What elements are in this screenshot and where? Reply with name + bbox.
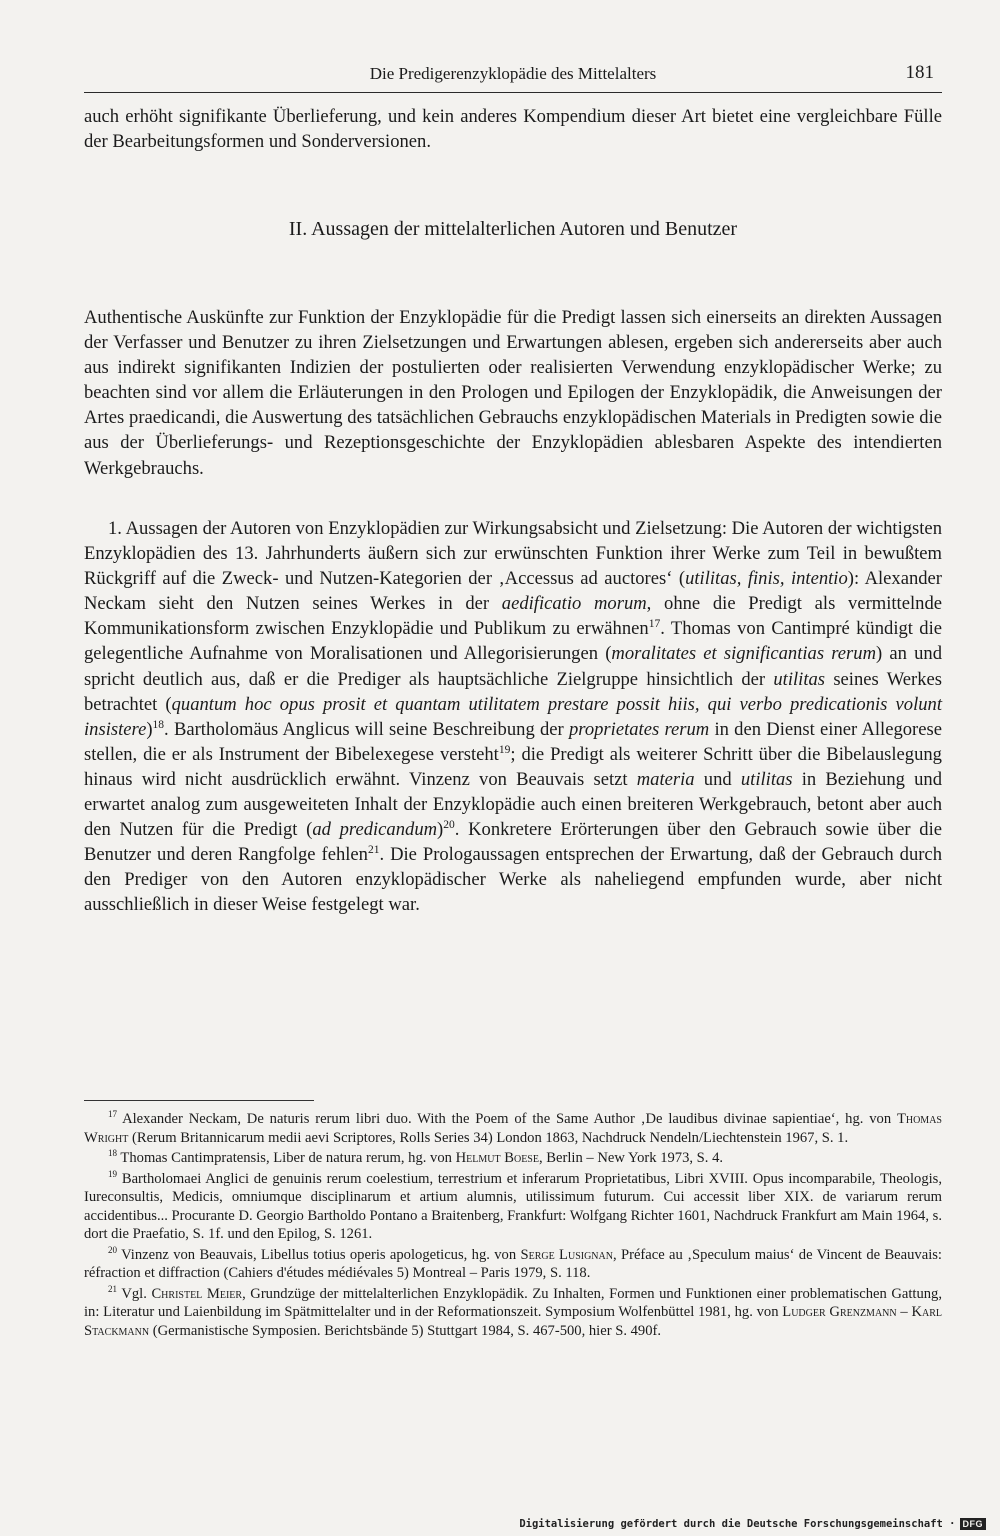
dfg-logo-icon: DFG	[960, 1518, 987, 1530]
section-heading: II. Aussagen der mittelalterlichen Autoren und Benutzer	[288, 218, 738, 240]
footnote-19: $^{19}$ Bartholomaei Anglici de genuinis rerum coelestium, terrestrium et inferarum Proprietatibus, Libri XVIII. Opus incomparabile, Theologis, Iureconsultis, Medicis, omniumque disciplinarum et artium alumnis, utilissimum futurum. Cui accessit liber XIX. de variarum rerum accidentibus... Procurante D. Georgio Bartholdo Pontano a Braitenberg, Frankfurt: Wolfgang Richter 1601, Nachdruck Frankfurt am Main 1964, s. dort die Praefatio, S. 1f. und den Epilog, S. 1261.	[84, 1168, 942, 1242]
page-number: 181	[905, 62, 934, 83]
footnote-ref-18[interactable]: 18	[152, 718, 165, 731]
footnote-divider	[84, 1100, 314, 1101]
footnote-ref-20[interactable]: 20	[443, 818, 455, 831]
footnote-ref-19[interactable]: 19	[498, 743, 511, 756]
paragraph-continued: auch erhöht signifikante Überlieferung, und kein anderes Kompendium dieser Art bietet eine vergleichbare Fülle der Bearbeitungsformen und Sonderversionen.	[84, 106, 942, 153]
running-title: Die Predigerenzyklopädie des Mittelalters	[369, 64, 657, 83]
funding-notice: Digitalisierung gefördert durch die Deutsche Forschungsgemeinschaft ·	[519, 1518, 956, 1530]
footnote-21: $^{21}$ Vgl. Christel Meier, Grundzüge der mittelalterlichen Enzyklopädik. Zu Inhalten, Formen und Funktionen einer problematischen Gattung, in: Literatur und Laienbildung im Spätmittelalter und in der Reformationszeit. Symposium Wolfenbüttel 1981, hg. von Ludger Grenzmann – Karl Stackmann (Germanistische Symposien. Berichtsbände 5) Stuttgart 1984, S. 467-500, hier S. 490f.	[84, 1283, 943, 1339]
footnote-ref-21[interactable]: 21	[367, 844, 380, 857]
footnote-20: $^{20}$ Vinzenz von Beauvais, Libellus totius operis apologeticus, hg. von Serge Lusignan, Préface au ‚Speculum maius‘ de Vincent de Beauvais: réfraction et diffraction (Cahiers d'études médiévales 5) Montreal – Paris 1979, S. 118.	[84, 1244, 942, 1281]
footnote-ref-17[interactable]: 17	[648, 618, 661, 631]
paragraph-authors-statements: 1. Aussagen der Autoren von Enzyklopädien zur Wirkungsabsicht und Zielsetzung: Die Autoren der wichtigsten Enzyklopädien des 13. Jahrhunderts äußern sich zur erwünschten Funktion ihrer Werke zum Teil in bewußtem Rückgriff auf die Zweck- und Nutzen-Kategorien der ‚Accessus ad auctores‘ (utilitas, finis, intentio): Alexander Neckam sieht den Nutzen seines Werkes in der aedificatio morum, ohne die Predigt als vermittelnde Kommunikationsform zwischen Enzyklopädie und Publikum zu erwähnen$^{17}$. Thomas von Cantimpré kündigt die gelegentliche Aufnahme von Moralisationen und Allegorisierungen (moralitates et significantias rerum) an und spricht deutlich aus, daß er die Prediger als hauptsächliche Zielgruppe hinsichtlich der utilitas seines Werkes betrachtet (quantum hoc opus prosit et quantam utilitatem prestare possit hiis, qui verbo predicationis volunt insistere)$^{18}$. Bartholomäus Anglicus will seine Beschreibung der proprietates rerum in den Dienst einer Allegorese stellen, die er als Instrument der Bibelexegese versteht$^{19}$; die Predigt als weiterer Schritt über die Bibelauslegung hinaus wird nicht ausdrücklich erwähnt. Vinzenz von Beauvais setzt materia und utilitas in Beziehung und erwartet analog zum ausgeweiteten Inhalt der Enzyklopädie auch einen breiteren Werkgebrauch, betont aber auch den Nutzen für die Predigt (ad predicandum)$^{20}$. Konkretere Erörterungen über den Gebrauch sowie über die Benutzer und deren Rangfolge fehlen$^{21}$. Die Prologaussagen entsprechen der Erwartung, daß der Gebrauch durch den Prediger von den Autoren enzyklopädischer Werke als naheliegend empfunden wurde, aber nicht ausschließlich in dieser Weise festgelegt war.	[84, 518, 943, 916]
page-header	[84, 62, 942, 93]
footnote-17: $^{17}$ Alexander Neckam, De naturis rerum libri duo. With the Poem of the Same Author ‚De laudibus divinae sapientiae‘, hg. von Thomas Wright (Rerum Britannicarum medii aevi Scriptores, Rolls Series 34) London 1863, Nachdruck Nendeln/Liechtenstein 1967, S. 1.	[84, 1109, 942, 1146]
footnote-18: $^{18}$ Thomas Cantimpratensis, Liber de natura rerum, hg. von Helmut Boese, Berlin – New York 1973, S. 4.	[108, 1148, 724, 1166]
paragraph-introduction: Authentische Auskünfte zur Funktion der Enzyklopädie für die Predigt lassen sich einerseits an direkten Aussagen der Verfasser und Benutzer zu ihren Zielsetzungen und Erwartungen ablesen, ergeben sich andererseits aber auch aus indirekt signifikanten Indizien der postulierten oder realisierten Verwendung enzyklopädischer Werke; zu beachten sind vor allem die Erläuterungen in den Prologen und Epilogen der Enzyklopädik, die Anweisungen der Artes praedicandi, die Auswertung des tatsächlichen Gebrauchs enzyklopädischen Materials in Predigten sowie die aus der Überlieferungs- und Rezeptionsgeschichte der Enzyklopädien ablesbaren Aspekte des intendierten Werkgebrauchs.	[84, 307, 942, 479]
footnotes	[84, 1110, 942, 1342]
digitization-footer	[519, 1518, 986, 1530]
